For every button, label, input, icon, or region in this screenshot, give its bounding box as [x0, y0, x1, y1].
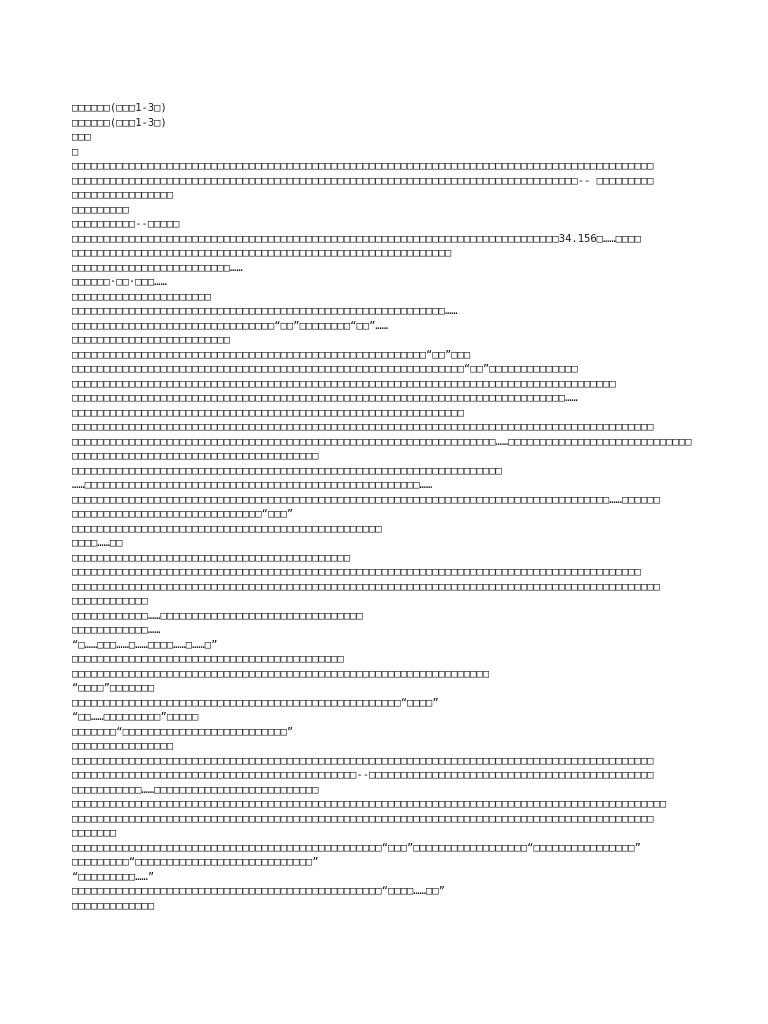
text-line: □□□□□□□□□□□□□□□□□□□□□□□□□□□□□□□□“□□”□□□□□□□□“□□”…… — [72, 319, 389, 332]
text-line: □□□□□□□□□□□□□□□□□□□□□□□□□□□□□□□□□□□□□□□□□□□□□□□□□□□□□□□□□□□…… — [72, 305, 458, 317]
text-line: □□□□□□□□□□□□□□□□□□□□□□□□□□□□□□□□□□□□□□□ — [72, 450, 319, 462]
text-line: □ — [72, 145, 79, 158]
text-line: □□□□□□□□□□□□□□□□□□□□□□□□□□□□□□□□□□□□□□□□□□□□□□□□□□□□□□□□□□□□□□□□□□□□□□□□□□□□□□□□□□□□□□ — [72, 377, 616, 390]
text-line: □□□□□□□□□□□□□□□□□□□□□□□□□□□□□□□□□□□□□□□□□□□□□□□□□□□□□□□□□□□□□□□□□□□□□□□□□□□□□□□□□□□□□□□□□□□□ — [72, 812, 654, 825]
text-line: □□□□□□□□□□□□□□□□□□□□□□□□□□□□□□□□□□□□□□□□□□□□□□□□□□□□□□□□□□□□□□□□□□□□□□□□□□□□□□□□□□□□□□□□□□□□ — [72, 754, 654, 767]
text-line: □□□□□□□□□□□□□□□□□□□□□□□□□□□□□□□□□□□□□□□□□□□□□□□□□□□□□□□□□□□□□□□□□□□□□□□□□□□□□□…… — [72, 392, 578, 404]
text-line: □□□□□□□□□□□□□□□□□□□□□□□□□□□□□□□□□□□□□□□□□□□□□□□□□□□□□□□□□□□□□□□□□□□□□□□□□□□□□34.156□……□□□□ — [72, 232, 641, 245]
text-line: □□□□□□□□□□□□□□□□□□□□□□□□□□□□□□□□□□□□□□□□□□□□□□□□□□□□□□□□□□□□□□□□□□□□□□□□□□□□□□□□□□□□□□□□□□□□□ — [72, 580, 660, 593]
text-line: “□……□□□……□……□□□□……□……□” — [72, 638, 218, 651]
text-line: □□□□□□□□□□□□ — [72, 595, 148, 607]
text-line: □□□□□□□□□ — [72, 203, 129, 216]
text-line: “□□□□□□□□□……” — [72, 870, 155, 883]
text-line: □□□□□□□□□□□□□□□□□□□□□□□□□□□□□□□□□□□□□□□□□□□□ — [72, 551, 351, 564]
text-line: □□□□□□□□□□□□□□□□□□□□□□□□□□□□□□□□□□□□□□□□□□□□□□□□□□□□□□□□“□□”□□□ — [72, 348, 471, 361]
text-line: □□□□□□□□□□□□□□□□□□□□□□□□□□□□□□□□□□□□□□□□□□□□□□□□□□□□□□□□□□□□□□ — [72, 406, 464, 419]
text-line: “□□……□□□□□□□□□”□□□□□ — [72, 711, 199, 723]
text-line: □□□□□□□□□□□□□□□□□□□□□□□□□□□□□□□□□□□□□□□□□□□□□□□□□□□□“□□□□” — [72, 696, 439, 709]
text-line: □□□□□□□□□□□□□ — [72, 899, 155, 912]
text-line: ……□□□□□□□□□□□□□□□□□□□□□□□□□□□□□□□□□□□□□□□□□□□□□□□□□□□□□…… — [72, 479, 433, 491]
document-heading-line: □□□□□□(□□□1-3□) — [72, 116, 167, 129]
document-heading-line: □□□□□□(□□□1-3□) — [72, 102, 167, 114]
text-line: □□□□□□□□□□□□□□□□□□□□□□□□□□□□□□□□□□□□□□□□□□□□□□□□□“□□□□……□□” — [72, 885, 445, 897]
text-line: □□□□□□□□□□□□□□□□□□□□□□□□□□□□□□□□□□□□□□□□□□□□□□□□□□□□□□□□□□□□□□“□□”□□□□□□□□□□□□□□ — [72, 363, 578, 375]
text-line: □□□□□□□□□□□□……□□□□□□□□□□□□□□□□□□□□□□□□□□□□□□□□ — [72, 609, 363, 622]
text-line: □□□□□□□□□□□□□□□□ — [72, 740, 174, 752]
text-line: □□□□□□□□□□□□□□□□□□□□□□□□□□□□□□□□□□□□□□□□□□□□□□□□□□□□□□□□□□□□□□□□□□□□ — [72, 464, 502, 477]
text-line: “□□□□”□□□□□□□ — [72, 682, 155, 694]
text-line: □□□□□□□□□□□□□□□□□□□□□□□□□□□□□□□□□□□□□□□□□□□□□--□□□□□□□□□□□□□□□□□□□□□□□□□□□□□□□□□□□□□□□□□□□□□ — [72, 769, 654, 781]
text-line: □□□□□□□□□□□□□□□□□□□□□□□□□…… — [72, 261, 243, 274]
text-line: □□□□□□□□□□□□□□□□□□□□□□□□□□□□□□□□□□□□□□□□□□□□□□□□□“□□□”□□□□□□□□□□□□□□□□□□“□□□□□□□□□□□□□□□□” — [72, 841, 641, 854]
text-line: □□□□□□□□□□□□□□□□□□□□□□□□□□□□□□□□□□□□□□□□□□□□□□□□□ — [72, 522, 382, 535]
text-line: □□□ — [72, 131, 91, 143]
text-line: □□□□□□□□□“□□□□□□□□□□□□□□□□□□□□□□□□□□□□” — [72, 856, 319, 868]
text-line: □□□□□□□□□□□□□□□□□□□□□□□□□ — [72, 334, 231, 346]
text-line: □□□□□□□□□□□□□□□□□□□□□□□□□□□□□□□□□□□□□□□□□□□□□□□□□□□□□□□□□□□□ — [72, 247, 452, 259]
text-line: □□□□□□□□□□□□□□□□□□□□□□□□□□□□□□□□□□□□□□□□□□□□□□□□□□□□□□□□□□□□□□□□□□ — [72, 667, 490, 680]
text-line: □□□□□□□“□□□□□□□□□□□□□□□□□□□□□□□□□□” — [72, 725, 294, 738]
text-line: □□□□□□□□□□□□□□□□□□□□□□□□□□□□□□“□□□” — [72, 508, 294, 520]
text-line: □□□□□□□□□□□□□□□□□□□□□□□□□□□□□□□□□□□□□□□□□□□□□□□□□□□□□□□□□□□□□□□□□□□□□□□□□□□□□□□□□□□□□□□□□□□□ — [72, 421, 654, 433]
text-line: □□□□□□□□□□□□□□□□□□□□□□□□□□□□□□□□□□□□□□□□□□□□□□□□□□□□□□□□□□□□□□□□□□□□□□□□□□□□□□□□□□□□□□□□□□□□□□ — [72, 798, 667, 810]
text-line: □□□□□□□□□□□□□□□□□□□□□□□□□□□□□□□□□□□□□□□□□□□□□□□□□□□□□□□□□□□□□□□□□□□□□□□□□□□□□□□□□□□□□……□□□□□□ — [72, 493, 660, 506]
text-line: □□□□□□□□□□□□□□□□□□□□□□□□□□□□□□□□□□□□□□□□□□□□□□□□□□□□□□□□□□□□□□□□□□□□□□□□□□□□□□□□□□□□□□□□□□ — [72, 566, 641, 578]
text-line: □□□□□□□ — [72, 827, 117, 839]
text-line: □□□□□□□□□□--□□□□□ — [72, 218, 180, 230]
document-body — [72, 101, 712, 913]
text-line: □□□□□□□□□□□……□□□□□□□□□□□□□□□□□□□□□□□□□□ — [72, 783, 319, 796]
text-line: □□□□□□□□□□□□□□□□□□□□□□ — [72, 290, 212, 303]
text-line: □□□□……□□ — [72, 537, 123, 549]
text-line: □□□□□□·□□·□□□…… — [72, 276, 167, 288]
text-line: □□□□□□□□□□□□□□□□□□□□□□□□□□□□□□□□□□□□□□□□□□□□□□□□□□□□□□□□□□□□□□□□□□□□□□□□□□□□□□□□□□□□□□□□□□□□ — [72, 160, 654, 172]
text-line: □□□□□□□□□□□□□□□□□□□□□□□□□□□□□□□□□□□□□□□□□□□ — [72, 653, 344, 665]
text-line: □□□□□□□□□□□□□□□□□□□□□□□□□□□□□□□□□□□□□□□□□□□□□□□□□□□□□□□□□□□□□□□□□□□……□□□□□□□□□□□□□□□□□□□□□□□□□□□□□ — [72, 435, 692, 448]
text-line: □□□□□□□□□□□□□□□□□□□□□□□□□□□□□□□□□□□□□□□□□□□□□□□□□□□□□□□□□□□□□□□□□□□□□□□□□□□□□□□□-- □□□□□□□□□ — [72, 174, 654, 187]
text-line: □□□□□□□□□□□□□□□□ — [72, 189, 174, 201]
text-line: □□□□□□□□□□□□…… — [72, 624, 161, 636]
